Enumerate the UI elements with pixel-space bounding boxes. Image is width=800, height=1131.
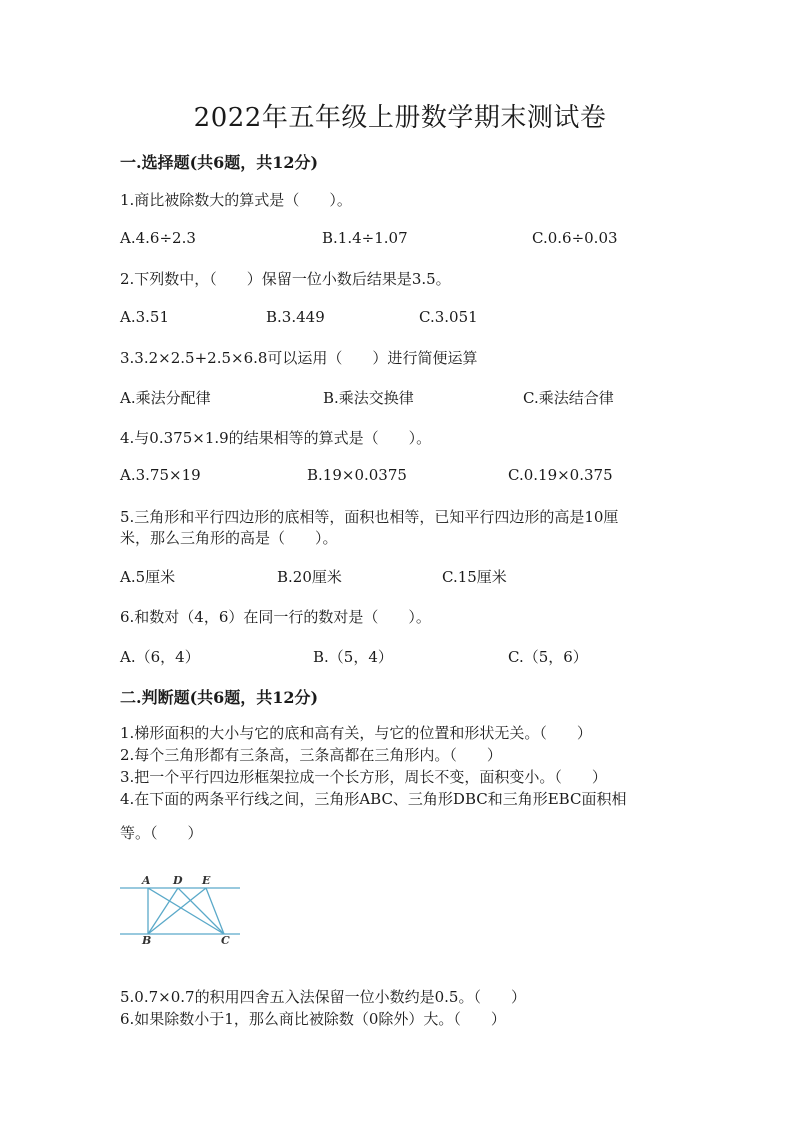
question-5-line2: 米，那么三角形的高是（ ）。 [120,529,338,547]
question-1: 1.商比被除数大的算式是（ ）。 [120,191,352,209]
option-6a: A.（6，4） [120,648,200,666]
option-4a: A.3.75×19 [120,466,201,484]
judgment-4-line1: 4.在下面的两条平行线之间，三角形ABC、三角形DBC和三角形EBC面积相 [120,790,627,808]
option-6c: C.（5，6） [508,648,588,666]
option-5b: B.20厘米 [277,568,342,586]
option-2a: A.3.51 [120,308,169,326]
label-c: C [221,934,230,946]
parallel-lines-triangles-figure [118,872,242,946]
option-2c: C.3.051 [419,308,478,326]
option-3b: B.乘法交换律 [323,389,414,407]
judgment-1: 1.梯形面积的大小与它的底和高有关，与它的位置和形状无关。（ ） [120,724,592,742]
label-b: B [142,934,152,946]
section-heading-judgment: 二.判断题(共6题，共12分) [120,688,319,707]
question-6: 6.和数对（4，6）在同一行的数对是（ ）。 [120,608,431,626]
option-6b: B.（5，4） [313,648,393,666]
option-2b: B.3.449 [266,308,325,326]
segment-ec [206,888,224,934]
judgment-5: 5.0.7×0.7的积用四舍五入法保留一位小数约是0.5。（ ） [120,988,526,1006]
judgment-4-line2: 等。（ ） [120,824,203,842]
segment-eb [148,888,206,934]
option-4b: B.19×0.0375 [307,466,407,484]
label-a: A [142,874,151,887]
question-4: 4.与0.375×1.9的结果相等的算式是（ ）。 [120,429,432,447]
option-5c: C.15厘米 [442,568,507,586]
judgment-2: 2.每个三角形都有三条高，三条高都在三角形内。（ ） [120,746,502,764]
option-5a: A.5厘米 [120,568,176,586]
page-title: 2022年五年级上册数学期末测试卷 [193,103,607,133]
question-5-line1: 5.三角形和平行四边形的底相等，面积也相等，已知平行四边形的高是10厘 [120,508,619,526]
option-1b: B.1.4÷1.07 [322,229,408,247]
option-1c: C.0.6÷0.03 [532,229,618,247]
label-e: E [202,874,211,887]
question-3: 3.3.2×2.5+2.5×6.8可以运用（ ）进行简便运算 [120,349,478,367]
judgment-3: 3.把一个平行四边形框架拉成一个长方形，周长不变，面积变小。（ ） [120,768,607,786]
judgment-6: 6.如果除数小于1，那么商比被除数（0除外）大。（ ） [120,1010,506,1028]
section-heading-choice: 一.选择题(共6题，共12分) [120,153,319,172]
segment-ac [148,888,224,934]
question-2: 2.下列数中，（ ）保留一位小数后结果是3.5。 [120,270,451,288]
label-d: D [173,874,183,887]
segment-db [148,888,178,934]
option-4c: C.0.19×0.375 [508,466,613,484]
option-3a: A.乘法分配律 [120,389,211,407]
option-1a: A.4.6÷2.3 [120,229,196,247]
option-3c: C.乘法结合律 [523,389,614,407]
